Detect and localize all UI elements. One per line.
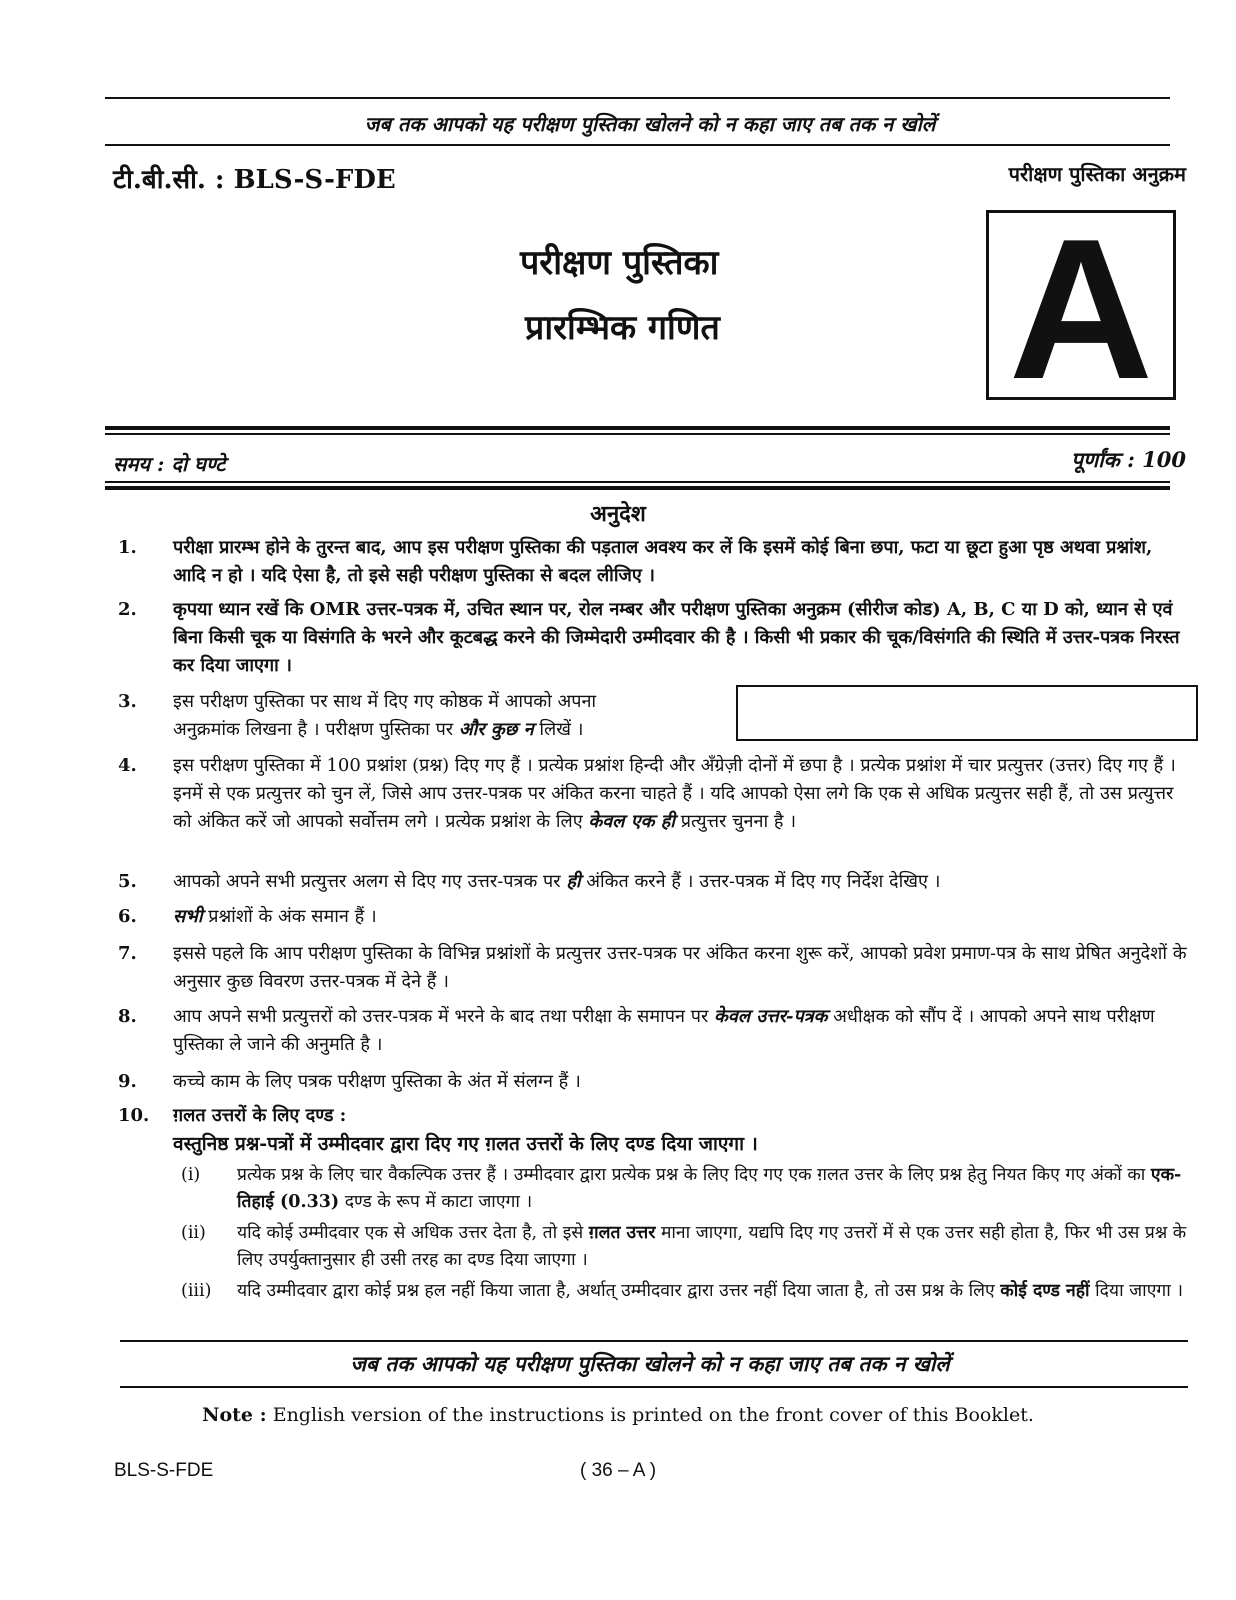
instruction-5: 5. आपको अपने सभी प्रत्युत्तर अलग से दिए गए उत्तर-पत्रक पर ही अंकित करने हैं । उत्तर-पत्रक में दिए गए निर्देश देखिए । [118,871,941,892]
instruction-8: 8. आप अपने सभी प्रत्युत्तरों को उत्तर-पत्रक में भरने के बाद तथा परीक्षा के समापन पर केवल उत्तर-पत्रक अधीक्षक को सौंप दें । आपको अपने साथ परीक्षण पुस्तिका ले जाने की अनुमति है । [118,1006,1155,1055]
time-band-top-rule-2 [105,433,1170,435]
subject-title: प्रारम्भिक गणित [525,308,720,348]
penalty-heading: ग़लत उत्तरों के लिए दण्ड : [173,1105,347,1126]
time-band-top-rule [105,426,1170,430]
time-band-bottom-rule-2 [105,486,1170,490]
top-warning-note: जब तक आपको यह परीक्षण पुस्तिका खोलने को न कहा जाए तब तक न खोलें [364,112,936,136]
instruction-10: 10. ग़लत उत्तरों के लिए दण्ड : वस्तुनिष्ठ प्रश्न-पत्रों में उम्मीदवार द्वारा दिए गए ग़लत उत्तरों के लिए दण्ड दिया जाएगा । [110,1102,1190,1158]
penalty-item-i: (i) प्रत्येक प्रश्न के लिए चार वैकल्पिक उत्तर हैं । उम्मीदवार द्वारा प्रत्येक प्रश्न के लिए दिए गए एक ग़लत उत्तर के लिए प्रश्न हेतु नियत किए गए अंकों का एक-तिहाई (0.33) दण्ड के रूप में काटा जाएगा । [181,1165,1182,1212]
instruction-4: 4. इस परीक्षण पुस्तिका में 100 प्रश्नांश (प्रश्न) दिए गए हैं । प्रत्येक प्रश्नांश हिन्दी और अँग्रेज़ी दोनों में छपा है । प्रत्येक प्रश्नांश में चार प्रत्युत्तर (उत्तर) दिए गए हैं । इनमें से एक प्रत्युत्तर को चुन लें, जिसे आप उत्तर-पत्रक पर अंकित करना चाहते हैं । यदि आपको ऐसा लगे कि एक से अधिक प्रत्युत्तर सही हैं, तो उस प्रत्युत्तर को अंकित करें जो आपको सर्वोत्तम लगे । प्रत्येक प्रश्नांश के लिए केवल एक ही प्रत्युत्तर चुनना है । [118,755,1176,832]
instruction-7: 7. इससे पहले कि आप परीक्षण पुस्तिका के विभिन्न प्रश्नांशों के प्रत्युत्तर उत्तर-पत्रक पर अंकित करना शुरू करें, आपको प्रवेश प्रमाण-पत्र के साथ प्रेषित अनुदेशों के अनुसार कुछ विवरण उत्तर-पत्रक में देने हैं । [118,943,1187,992]
penalty-item-ii: (ii) यदि कोई उम्मीदवार एक से अधिक उत्तर देता है, तो इसे ग़लत उत्तर माना जाएगा, यद्यपि दिए गए उत्तरों में से एक उत्तर सही होता है, फिर भी उस प्रश्न के लिए उपर्युक्तानुसार ही उसी तरह का दण्ड दिया जाएगा । [181,1223,1187,1270]
roll-number-box[interactable] [736,685,1198,741]
instruction-9: 9. कच्चे काम के लिए पत्रक परीक्षण पुस्तिका के अंत में संलग्न हैं । [118,1071,581,1092]
instruction-6: 6. सभी प्रश्नांशों के अंक समान हैं । [118,906,377,927]
page-number: ( 36 – A ) [579,1460,657,1481]
max-marks: पूर्णांक : 100 [1071,447,1186,472]
instruction-2: 2. कृपया ध्यान रखें कि OMR उत्तर-पत्रक में, उचित स्थान पर, रोल नम्बर और परीक्षण पुस्तिका अनुक्रम (सीरीज कोड) A, B, C या D को, ध्यान से एवं बिना किसी चूक या विसंगति के भरने और कूटबद्ध करने की जिम्मेदारी उम्मीदवार की है । किसी भी प्रकार की चूक/विसंगति की स्थिति में उत्तर-पत्रक निरस्त कर दिया जाएगा । [118,599,1180,676]
penalty-subheading: वस्तुनिष्ठ प्रश्न-पत्रों में उम्मीदवार द्वारा दिए गए ग़लत उत्तरों के लिए दण्ड दिया जाएगा । [173,1133,758,1155]
bottom-rule-2 [120,1386,1188,1388]
footer-code: BLS-S-FDE [114,1460,214,1481]
booklet-title: परीक्षण पुस्तिका [520,243,719,283]
bottom-warning-note: जब तक आपको यह परीक्षण पुस्तिका खोलने को न कहा जाए तब तक न खोलें [350,1351,950,1376]
instructions-heading: अनुदेश [590,501,646,527]
instruction-3: 3. इस परीक्षण पुस्तिका पर साथ में दिए गए कोष्ठक में आपको अपना अनुक्रमांक लिखना है । परीक्षण पुस्तिका पर और कुछ न लिखें । [118,691,597,740]
bottom-rule [120,1340,1188,1342]
instruction-1: 1. परीक्षा प्रारम्भ होने के तुरन्त बाद, आप इस परीक्षण पुस्तिका की पड़ताल अवश्य कर लें कि इसमें कोई बिना छपा, फटा या छूटा हुआ पृष्ठ अथवा प्रश्नांश, आदि न हो । यदि ऐसा है, तो इसे सही परीक्षण पुस्तिका से बदल लीजिए । [118,537,1153,586]
exam-duration: समय : दो घण्टे [113,452,226,476]
time-band-bottom-rule [105,481,1170,483]
booklet-code: टी.बी.सी. : BLS-S-FDE [113,165,396,195]
top-rule [105,97,1170,99]
series-label: परीक्षण पुस्तिका अनुक्रम [1008,162,1186,186]
penalty-item-iii: (iii) यदि उम्मीदवार द्वारा कोई प्रश्न हल नहीं किया जाता है, अर्थात् उम्मीदवार द्वारा उत्तर नहीं दिया जाता है, तो उस प्रश्न के लिए कोई दण्ड नहीं दिया जाएगा । [181,1281,1183,1301]
series-code-box [986,198,1176,421]
series-letter: A [1008,198,1154,421]
top-rule-2 [105,144,1170,146]
english-version-note: Note : English version of the instructions is printed on the front cover of this Booklet. [202,1404,1034,1426]
